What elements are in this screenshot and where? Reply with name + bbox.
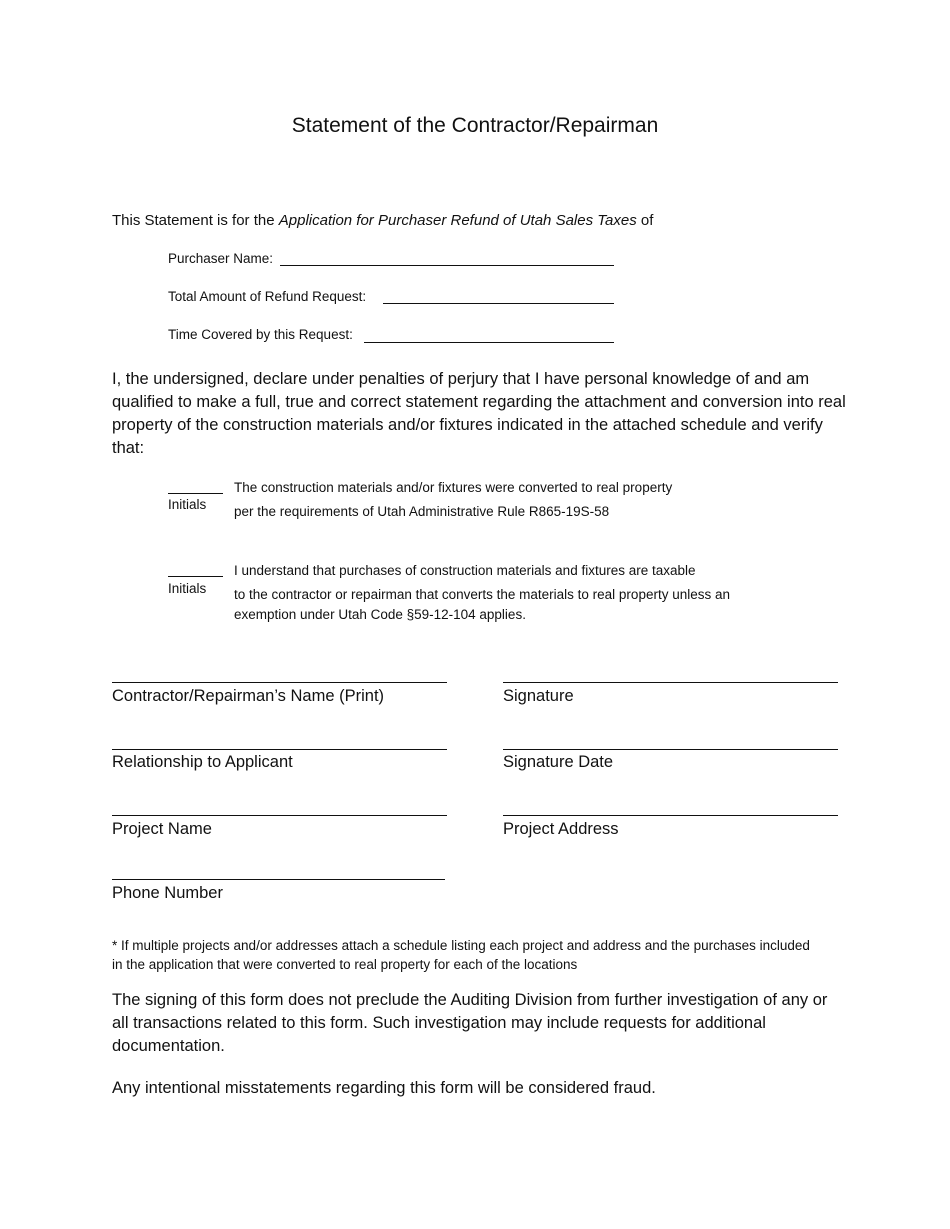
initials-field-2[interactable]: [168, 576, 223, 577]
verification-item-1-line2: per the requirements of Utah Administrative Rule R865-19S-58: [234, 504, 610, 519]
project-address-label: Project Address: [503, 820, 619, 838]
verification-item-2-line2: to the contractor or repairman that converts the materials to real property unless an exemption under Utah Code §59-12-104 applies.: [234, 587, 730, 622]
phone-number-label: Phone Number: [112, 884, 223, 902]
declaration-text: I, the undersigned, declare under penalties of perjury that I have personal knowledge of and am qualified to make a full, true and correct statement regarding the attachment and conversion into real property of the construction materials and/or fixtures indicated in the attached schedule and verify that:: [112, 370, 846, 457]
project-address-field[interactable]: [503, 815, 838, 816]
intro-prefix: This Statement is for the: [112, 212, 275, 229]
refund-total-field[interactable]: [383, 303, 614, 304]
signature-date-field[interactable]: [503, 749, 838, 750]
relationship-field[interactable]: [112, 749, 447, 750]
verification-item-1-line1: The construction materials and/or fixtures were converted to real property: [234, 480, 673, 495]
relationship-label: Relationship to Applicant: [112, 753, 293, 771]
purchaser-name-field[interactable]: [280, 265, 614, 266]
project-name-field[interactable]: [112, 815, 447, 816]
time-covered-label: Time Covered by this Request:: [168, 327, 353, 342]
contractor-name-field[interactable]: [112, 682, 447, 683]
initials-field-1[interactable]: [168, 493, 223, 494]
intro-suffix: of: [640, 212, 654, 229]
fraud-warning: Any intentional misstatements regarding this form will be considered fraud.: [112, 1079, 656, 1097]
project-name-label: Project Name: [112, 820, 212, 838]
purchaser-name-label: Purchaser Name:: [168, 251, 274, 266]
signature-date-label: Signature Date: [503, 753, 614, 771]
application-name: Application for Purchaser Refund of Utah Sales Taxes: [278, 212, 637, 229]
initials-label-2: Initials: [168, 581, 207, 596]
intro-statement: [112, 212, 653, 229]
refund-total-label: Total Amount of Refund Request:: [168, 289, 367, 304]
contractor-name-label: Contractor/Repairman’s Name (Print): [112, 687, 385, 705]
notice-paragraph: The signing of this form does not preclude the Auditing Division from further investigation of any or all transactions related to this form. Such investigation may include requests for additional documentation.: [112, 991, 828, 1055]
page-title: Statement of the Contractor/Repairman: [291, 114, 659, 137]
signature-label: Signature: [503, 687, 574, 705]
verification-item-2-line1: I understand that purchases of construction materials and fixtures are taxable: [234, 563, 696, 578]
time-covered-field[interactable]: [364, 342, 614, 343]
phone-number-field[interactable]: [112, 879, 445, 880]
initials-label-1: Initials: [168, 497, 207, 512]
signature-field[interactable]: [503, 682, 838, 683]
footnote: * If multiple projects and/or addresses attach a schedule listing each project and address and the purchases included in the application that were converted to real property for each of the locations: [112, 938, 810, 972]
